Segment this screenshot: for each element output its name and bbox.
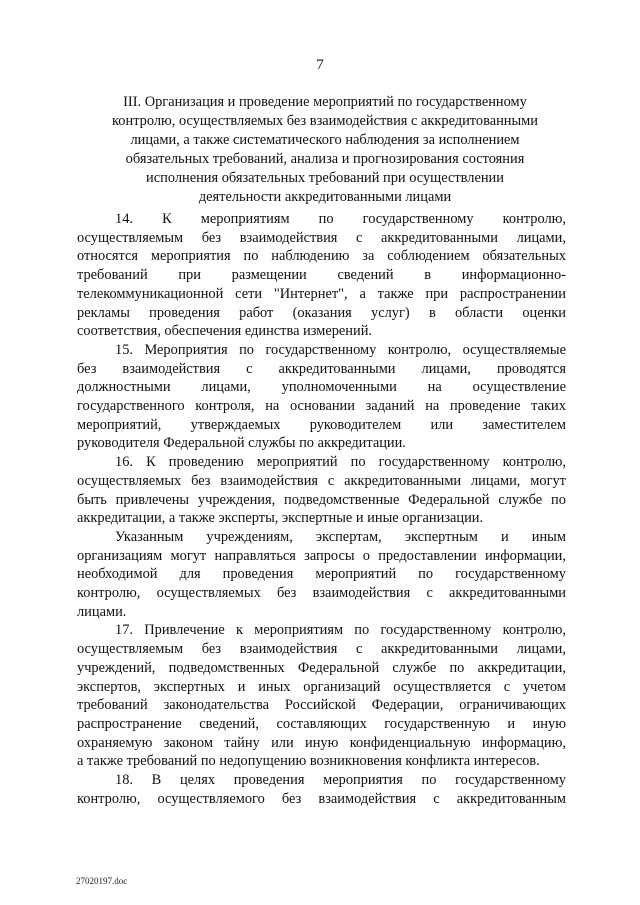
word: к [236, 622, 243, 639]
word: проведения [222, 566, 294, 583]
word: лицами, [421, 360, 471, 377]
text-line [77, 416, 566, 435]
word: государственному [455, 566, 566, 583]
word: государственному [378, 454, 490, 471]
word: мероприятиям [254, 622, 344, 639]
word: взаимодействия [239, 641, 338, 658]
word: по [350, 454, 366, 471]
word: без [191, 472, 211, 489]
word: взаимодействия [122, 360, 221, 377]
word: на [265, 398, 280, 415]
word: (оказания [292, 304, 352, 321]
word: "Интернет", [273, 285, 348, 302]
word: могут [170, 547, 207, 564]
text-line [77, 360, 566, 379]
text-line [77, 621, 566, 640]
word: контроля, [195, 398, 255, 415]
word: лицами, [516, 641, 566, 658]
word: при [425, 285, 449, 302]
text-line [77, 472, 566, 491]
word: проведения [149, 304, 220, 321]
word: государственному [380, 622, 492, 639]
word: осуществляется [393, 678, 492, 695]
word: запросы [304, 547, 355, 564]
word: Российской [284, 697, 356, 714]
word: сведений, [199, 715, 259, 732]
word: учреждений, [77, 659, 156, 676]
word: работ [239, 304, 274, 321]
word: по [239, 341, 254, 358]
paragraph-14 [77, 210, 566, 341]
word: информации, [484, 547, 566, 564]
word: осуществляемых [77, 472, 182, 489]
word: соблюдением [387, 248, 470, 265]
word: могут [530, 472, 566, 489]
word: или [271, 734, 294, 751]
word: по [418, 566, 434, 583]
word: аккредитации, [477, 659, 566, 676]
word: информацию, [481, 734, 566, 751]
word: рекламы [77, 304, 130, 321]
text-line [77, 547, 566, 566]
word: осуществление [472, 379, 566, 396]
text-line [77, 734, 566, 753]
text-line [77, 210, 566, 229]
word: по [449, 659, 465, 676]
word: оценки [522, 304, 566, 321]
word: В [151, 772, 162, 789]
word: размещении [231, 267, 307, 284]
word: охраняемую [77, 734, 153, 751]
paragraph-15 [77, 341, 566, 453]
word: сведений [337, 267, 394, 284]
text-line [77, 491, 566, 510]
section-heading-line: лицами, а также систематического наблюдения за исполнением [130, 131, 520, 148]
word: законом [163, 734, 213, 751]
word: экспертным [404, 528, 478, 545]
word: таких [531, 398, 566, 415]
word: аккредитованными [344, 472, 462, 489]
word: аккредитованными [381, 229, 498, 246]
word: государственную [384, 715, 490, 732]
word: контролю, [77, 585, 141, 602]
text-line: аккредитации, а также эксперты, экспертные и иные организации. [77, 510, 484, 527]
word: распространение [77, 715, 182, 732]
word: взаимодействия [318, 790, 417, 807]
word: контролю, [77, 790, 141, 807]
word: мероприятий [256, 454, 338, 471]
word: Федеральной [297, 659, 380, 676]
word: области [454, 304, 504, 321]
word: основании [290, 398, 355, 415]
word: осуществляемого [157, 790, 265, 807]
word: конфиденциальную [349, 734, 471, 751]
word: на [425, 398, 440, 415]
text-line [77, 378, 566, 397]
word: государственному [362, 211, 474, 227]
word: аккредитованными [449, 585, 566, 602]
word: подведомственные [284, 491, 400, 508]
word: проводятся [496, 360, 566, 377]
word: также [377, 285, 414, 302]
text-line: лицами. [77, 603, 127, 620]
text-line [77, 304, 566, 323]
text-line: руководителя Федеральной службы по аккредитации. [77, 435, 406, 452]
word: с [356, 641, 363, 658]
word: осуществляемых [156, 585, 261, 602]
text-line [77, 790, 566, 809]
text-line [77, 453, 566, 472]
paragraph-16 [77, 453, 566, 528]
word: экспертам, [315, 528, 382, 545]
word: обязательных [482, 248, 566, 265]
word: 18. [115, 772, 133, 789]
word: аккредитованными [381, 641, 498, 658]
word: Привлечение [144, 622, 225, 639]
word: и [507, 715, 516, 732]
section-heading-line: контролю, осуществляемых без взаимодействия с аккредитованными [112, 112, 538, 129]
word: услуг) [371, 304, 410, 321]
section-heading-line: обязательных требований, анализа и прогнозирования состояния [125, 150, 525, 167]
word: законодательства [163, 697, 270, 714]
section-heading-line: III. Организация и проведение мероприятий по государственному [123, 94, 527, 110]
text-line [77, 659, 566, 678]
word: мероприятий, [77, 416, 162, 433]
word: учреждения, [197, 491, 276, 508]
word: учреждениям, [206, 528, 293, 545]
word: контролю, [502, 622, 566, 639]
word: 15. [115, 341, 133, 358]
document-body [77, 210, 566, 809]
word: мероприятия [323, 772, 403, 789]
word: лицами, [201, 379, 251, 396]
word: наблюдению [271, 248, 350, 265]
word: за [362, 248, 375, 265]
word: мероприятия [150, 248, 231, 265]
text-line [77, 696, 566, 715]
text-line [77, 285, 566, 304]
word: аккредитованным [456, 790, 566, 807]
word: мероприятий [315, 566, 397, 583]
text-line [77, 397, 566, 416]
word: проведение [449, 398, 521, 415]
word: экспертов, [77, 678, 141, 695]
word: государственному [265, 341, 377, 358]
word: контролю, [387, 341, 452, 358]
word: при [178, 267, 201, 284]
word: без [77, 360, 97, 377]
word: уполномоченными [281, 379, 397, 396]
word: с [356, 229, 363, 246]
word: лицами, [471, 472, 521, 489]
word: относятся [77, 248, 139, 265]
word: в [424, 267, 432, 284]
section-heading-line: исполнения обязательных требований при осуществлении [146, 169, 504, 186]
word: К [146, 454, 156, 471]
word: 17. [115, 622, 133, 639]
word: без [201, 641, 222, 658]
word: аккредитованными [278, 360, 396, 377]
paragraph-16-continued [77, 528, 566, 622]
word: по [243, 248, 259, 265]
word: государственному [455, 772, 566, 789]
word: требований [77, 267, 148, 284]
word: для [179, 566, 201, 583]
word: 16. [115, 454, 133, 471]
text-line [77, 584, 566, 603]
text-line: соответствия, обеспечения единства измерений. [77, 323, 373, 340]
text-line [77, 565, 566, 584]
word: учетом [522, 678, 566, 695]
word: организаций [303, 678, 381, 695]
word: контролю, [502, 454, 566, 471]
text-line [77, 266, 566, 285]
text-line [77, 247, 566, 266]
section-heading-line: деятельности аккредитованными лицами [198, 188, 452, 205]
word: осуществляемым [77, 229, 184, 246]
word: взаимодействия [220, 472, 319, 489]
word: с [426, 585, 433, 602]
word: контролю, [502, 211, 566, 227]
word: без [276, 585, 297, 602]
word: целях [179, 772, 216, 789]
word: сети [235, 285, 263, 302]
word: государственного [77, 398, 185, 415]
word: Указанным [115, 528, 184, 545]
word: Мероприятия [144, 341, 228, 358]
word: лицами, [516, 229, 566, 246]
word: предоставлении [378, 547, 477, 564]
page-number: 7 [316, 57, 324, 73]
word: подведомственных [168, 659, 285, 676]
word: составляющих [276, 715, 367, 732]
word: по [551, 491, 566, 508]
word: заданий [365, 398, 415, 415]
word: направляться [214, 547, 296, 564]
word: необходимой [77, 566, 158, 583]
word: телекоммуникационной [77, 285, 224, 302]
word: иных [258, 678, 291, 695]
text-line [77, 528, 566, 547]
word: без [201, 229, 222, 246]
word: по [421, 772, 437, 789]
word: утверждаемых [190, 416, 281, 433]
paragraph-17 [77, 621, 566, 771]
word: тайну [224, 734, 260, 751]
word: проведению [168, 454, 244, 471]
word: 14. [115, 211, 133, 227]
text-line [77, 678, 566, 697]
word: с [327, 472, 335, 489]
word: руководителем [309, 416, 402, 433]
text-line [77, 715, 566, 734]
file-name-footer: 27020197.doc [76, 876, 128, 886]
text-line [77, 229, 566, 248]
word: службе [392, 659, 437, 676]
word: иную [305, 734, 339, 751]
word: Федерации, [371, 697, 444, 714]
word: ограничивающих [459, 697, 566, 714]
word: осуществляемым [77, 641, 184, 658]
word: проведения [233, 772, 305, 789]
word: заместителем [482, 416, 566, 433]
word: Федеральной [408, 491, 490, 508]
word: должностными [77, 379, 171, 396]
word: или [430, 416, 454, 433]
text-line [77, 341, 566, 360]
word: с [433, 790, 440, 807]
text-line [77, 640, 566, 659]
word: осуществляемые [462, 341, 566, 358]
word: требований [77, 697, 148, 714]
word: информационно- [461, 267, 566, 284]
word: К [162, 211, 172, 227]
word: экспертных [153, 678, 225, 695]
section-heading [86, 93, 564, 206]
paragraph-18 [77, 771, 566, 808]
word: быть [77, 491, 107, 508]
text-line [77, 771, 566, 790]
word: без [281, 790, 302, 807]
word: с [503, 678, 511, 695]
word: службе [498, 491, 543, 508]
word: иным [531, 528, 566, 545]
text-line: а также требований по недопущению возникновения конфликта интересов. [77, 753, 540, 770]
word: на [427, 379, 442, 396]
word: в [428, 304, 436, 321]
word: взаимодействия [239, 229, 338, 246]
word: иную [532, 715, 566, 732]
word: организациям [77, 547, 163, 564]
word: по [318, 211, 334, 227]
word: распространении [459, 285, 566, 302]
word: привлечены [115, 491, 190, 508]
word: и [500, 528, 509, 545]
word: по [354, 622, 370, 639]
word: о [362, 547, 370, 564]
word: мероприятиям [200, 211, 290, 227]
word: и [237, 678, 246, 695]
word: взаимодействия [312, 585, 411, 602]
word: а [359, 285, 366, 302]
word: с [246, 360, 253, 377]
